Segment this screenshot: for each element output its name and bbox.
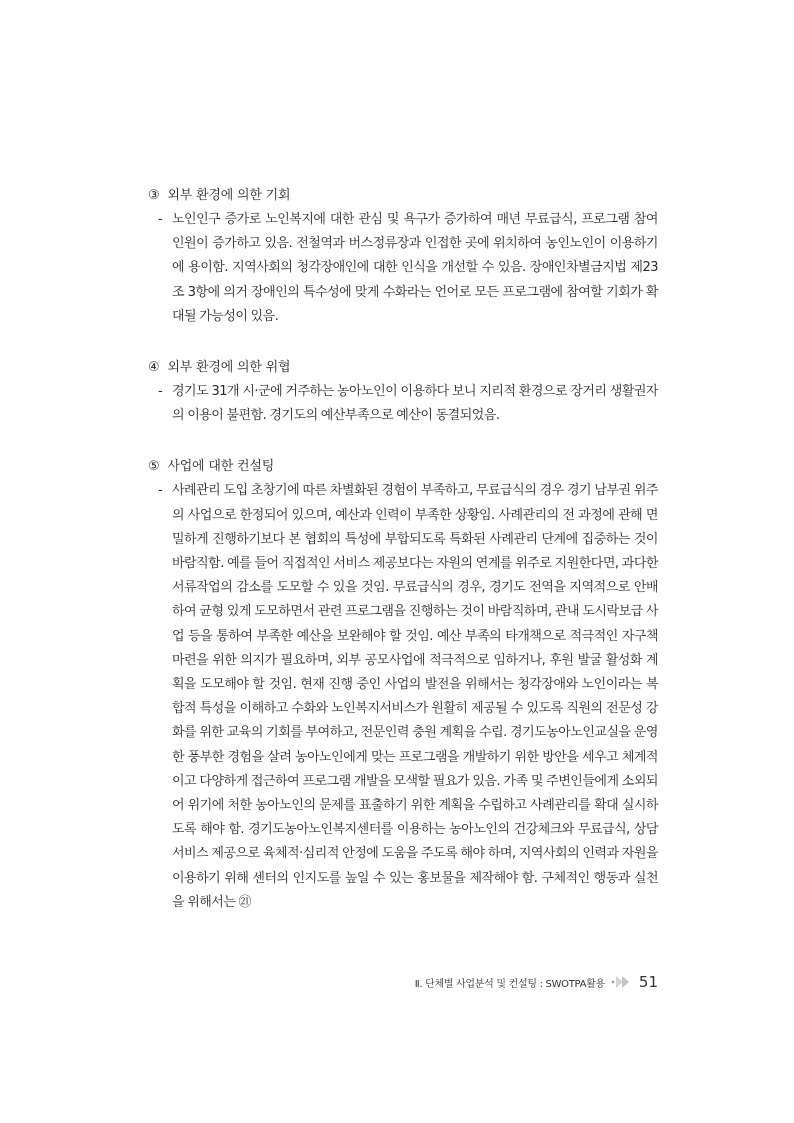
section-heading-text: 외부 환경에 의한 기회: [167, 188, 291, 203]
chevron-right-icon: [611, 975, 631, 989]
bullet-dash: -: [158, 483, 163, 499]
section-consulting: [148, 455, 658, 915]
section-heading: [148, 455, 658, 479]
page-number: 51: [638, 973, 658, 991]
paragraph-text: 노인인구 증가로 노인복지에 대한 관심 및 욕구가 증가하여 매년 무료급식, 프로그램 참여 인원이 증가하고 있음. 전철역과 버스정류장과 인접한 곳에 위치하여 농인노인이 이용하기에 용이함. 지역사회의 청각장애인에 대한 인식을 개선할 수 있음. 장애인차별금지법 제23조 3항에 의거 장애인의 특수성에 맞게 수화라는 언어로 모든 프로그램에 참여할 기회가 확대될 가능성이 있음.: [172, 212, 658, 324]
double-chevron-arrow-icon: [611, 975, 631, 989]
paragraph-text: 사례관리 도입 초창기에 따른 차별화된 경험이 부족하고, 무료급식의 경우 경기 남부권 위주의 사업으로 한정되어 있으며, 예산과 인력이 부족한 상황임. 사례관리의 전 과정에 관해 면밀하게 진행하기보다 본 협회의 특성에 부합되도록 특화된 사례관리 단계에 집중하는 것이 바람직함. 예를 들어 직접적인 서비스 제공보다는 자원의 연계를 위주로 지원한다면, 과다한 서류작업의 감소를 도모할 수 있을 것임. 무료급식의 경우, 경기도 전역을 지역적으로 안배하여 균형 있게 도모하면서 관련 프로그램을 진행하는 것이 바람직하며, 관내 도시락보급 사업 등을 통하여 부족한 예산을 보완해야 할 것임. 예산 부족의 타개책으로 적극적인 자구책 마련을 위한 의지가 필요하며, 외부 공모사업에 적극적으로 임하거나, 후원 발굴 활성화 계획을 도모해야 할 것임. 현재 진행 중인 사업의 발전을 위해서는 청각장애와 노인이라는 복합적 특성을 이해하고 수화와 노인복지서비스가 원활히 제공될 수 있도록 직원의 전문성 강화를 위한 교육의 기회를 부여하고, 전문인력 충원 계획을 수립. 경기도농아노인교실을 운영한 풍부한 경험을 살려 농아노인에게 맞는 프로그램을 개발하기 위한 방안을 세우고 체계적이고 다양하게 접근하여 프로그램 개발을 모색할 필요가 있음. 가족 및 주변인들에게 소외되어 위기에 처한 농아노인의 문제를 표출하기 위한 계획을 수립하고 사례관리를 확대 실시하도록 해야 함. 경기도농아노인복지센터를 이용하는 농아노인의 건강체크와 무료급식, 상담서비스 제공으로 육체적·심리적 안정에 도움을 주도록 해야 하며, 지역사회의 인력과 자원을 이용하기 위해 센터의 인지도를 높일 수 있는 홍보물을 제작해야 함. 구체적인 행동과 실천을 위해서는 ㉑: [172, 483, 658, 910]
section-threats: [148, 356, 658, 428]
paragraph-text: 경기도 31개 시·군에 거주하는 농아노인이 이용하다 보니 지리적 환경으로 장거리 생활권자의 이용이 불편함. 경기도의 예산부족으로 예산이 동결되었음.: [172, 384, 658, 424]
bullet-paragraph: [148, 380, 658, 428]
bullet-dash: -: [158, 212, 163, 227]
bullet-paragraph: [148, 479, 658, 915]
section-heading: [148, 184, 658, 208]
section-opportunities: [148, 184, 658, 329]
section-heading-text: 외부 환경에 의한 위협: [167, 360, 291, 376]
section-number: ③: [148, 188, 160, 203]
section-heading-text: 사업에 대한 컨설팅: [167, 459, 275, 475]
main-content: [148, 184, 658, 942]
running-title: Ⅱ. 단체별 사업분석 및 컨설팅 : SWOTPA활용: [414, 978, 605, 990]
bullet-dash: -: [158, 384, 163, 400]
section-number: ④: [148, 360, 160, 376]
section-number: ⑤: [148, 459, 160, 475]
section-heading: [148, 356, 658, 380]
page-footer: [415, 972, 658, 992]
bullet-paragraph: [148, 208, 658, 329]
